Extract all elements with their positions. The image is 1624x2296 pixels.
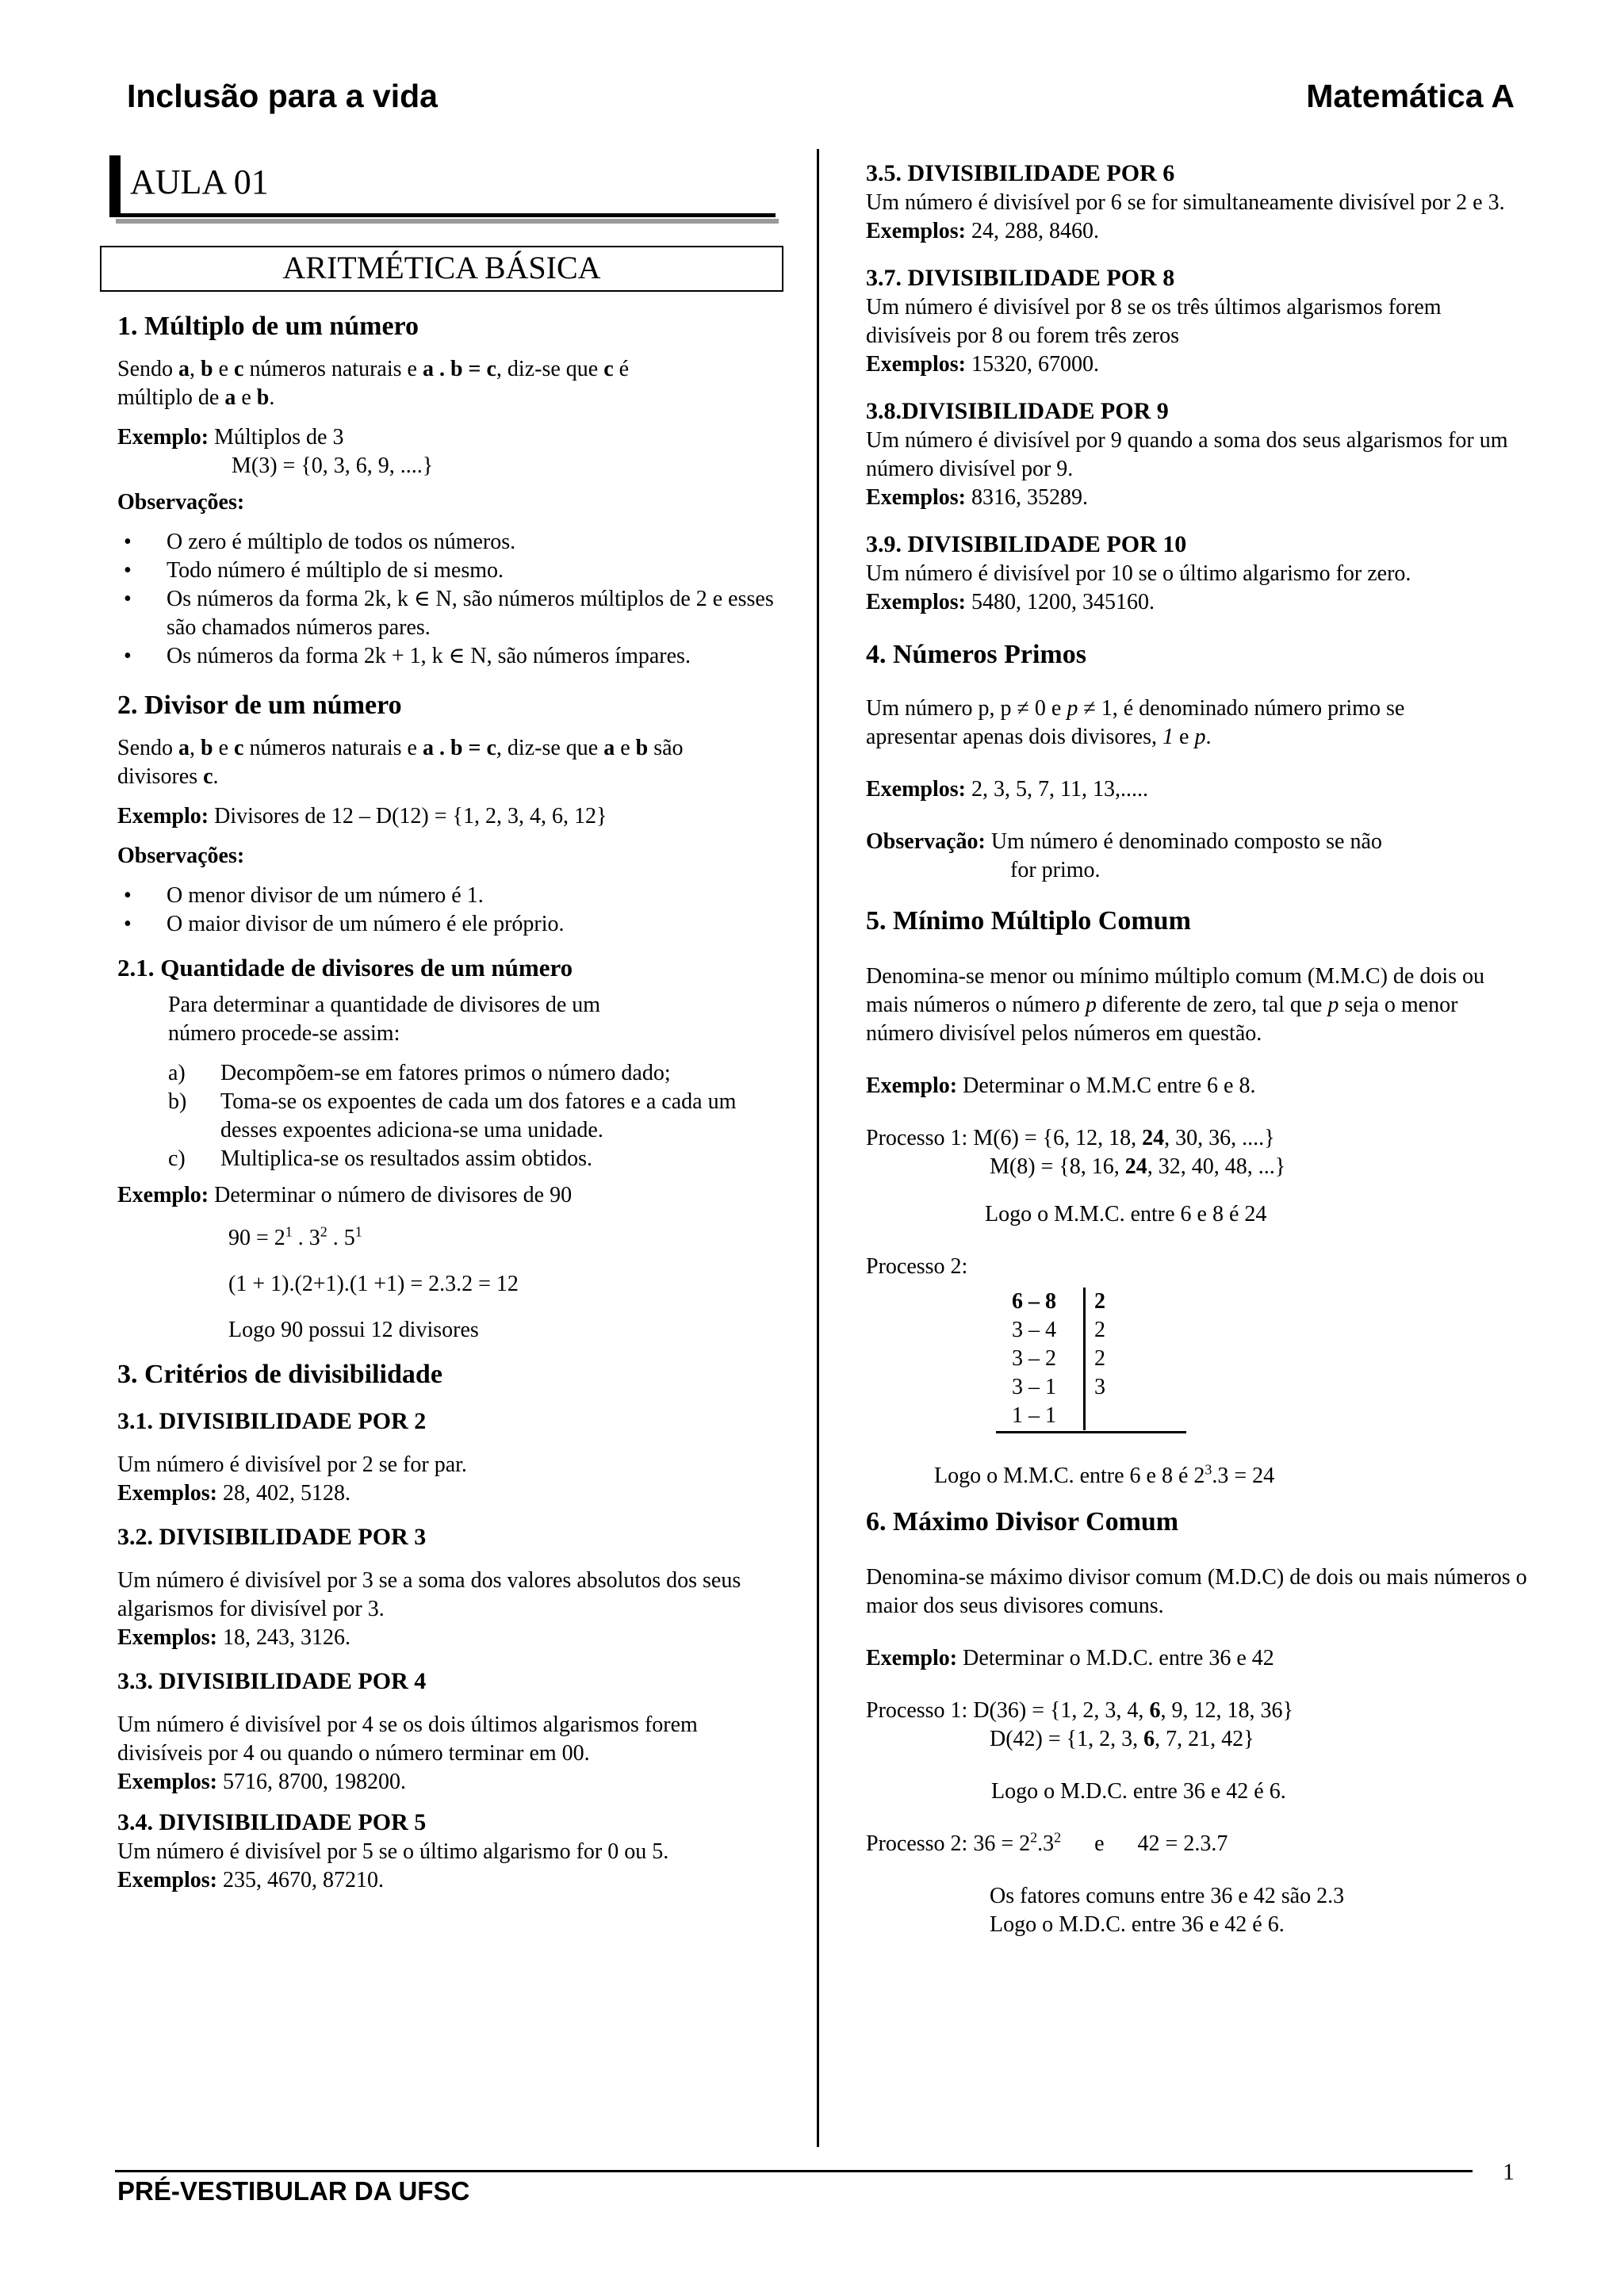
section-1-obs-label: Observações:	[117, 490, 245, 515]
table-cell-left: 3 – 1	[1012, 1375, 1056, 1399]
page-number: 1	[1503, 2159, 1515, 2185]
section-5-example: Exemplo: Determinar o M.M.C entre 6 e 8.	[866, 1073, 1256, 1098]
table-cell-right: 2	[1094, 1289, 1105, 1314]
section-2-example: Exemplo: Divisores de 12 – D(12) = {1, 2, 3, 4, 6, 12}	[117, 804, 607, 828]
div8-text: Um número é divisível por 8 se os três últimos algarismos forem divisíveis por 8 ou forem três zeros Exemplos: 15320, 67000.	[866, 295, 1442, 377]
div3-heading: 3.2. DIVISIBILIDADE POR 3	[117, 1524, 427, 1550]
section-2-obs-label: Observações:	[117, 844, 245, 868]
section-1-bullets	[117, 528, 782, 671]
section-4-heading: 4. Números Primos	[866, 640, 1086, 669]
section-4-observation: Observação: Um número é denominado composto se não for primo.	[866, 829, 1382, 882]
lesson-banner	[109, 155, 776, 217]
section-6-heading: 6. Máximo Divisor Comum	[866, 1507, 1179, 1536]
section-1-definition: Sendo a, b e c números naturais e a . b = c, diz-se que c é múltiplo de a e b.	[117, 357, 630, 410]
list-item: • O maior divisor de um número é ele próprio.	[117, 910, 782, 939]
section-6-example: Exemplo: Determinar o M.D.C. entre 36 e 42	[866, 1646, 1274, 1670]
mdc-process-2: Processo 2: $36 = 2^2.3^2$ e 42 = 2.3.7	[866, 1829, 1228, 1856]
section-2-heading: 2. Divisor de um número	[117, 691, 402, 720]
banner-bar	[109, 155, 121, 217]
section-2-bullets	[117, 882, 782, 939]
header-right: Matemática A	[1306, 78, 1515, 114]
list-item: c) Multiplica-se os resultados assim obtidos.	[168, 1146, 592, 1171]
list-item: • Os números da forma 2k, k ∈ N, são números múltiplos de 2 e esses são chamados números pares.	[117, 585, 782, 642]
table-vertical-rule	[1083, 1288, 1086, 1430]
divisor-count-calc: (1 + 1).(2+1).(1 +1) = 2.3.2 = 12	[228, 1272, 519, 1296]
left-column	[117, 155, 782, 1906]
div2-heading: 3.1. DIVISIBILIDADE POR 2	[117, 1408, 427, 1434]
div6-heading: 3.5. DIVISIBILIDADE POR 6	[866, 160, 1175, 186]
section-6-definition: Denomina-se máximo divisor comum (M.D.C) de dois ou mais números o maior dos seus divisores comuns.	[866, 1565, 1527, 1618]
div10-text: Um número é divisível por 10 se o último algarismo for zero. Exemplos: 5480, 1200, 345160.	[866, 561, 1411, 614]
div3-text: Um número é divisível por 3 se a soma dos valores absolutos dos seus algarismos for divisível por 3. Exemplos: 18, 243, 3126.	[117, 1568, 741, 1650]
div9-text: Um número é divisível por 9 quando a soma dos seus algarismos for um número divisível por 9. Exemplos: 8316, 35289.	[866, 428, 1508, 510]
mmc-process-2-conclusion: Logo o M.M.C. entre 6 e 8 é $2^3.3 = 24$	[934, 1461, 1275, 1488]
right-column	[866, 155, 1530, 1950]
section-1-heading: 1. Múltiplo de um número	[117, 312, 419, 341]
lesson-title: AULA 01	[130, 163, 269, 201]
div6-text: Um número é divisível por 6 se for simultaneamente divisível por 2 e 3. Exemplos: 24, 288, 8460.	[866, 190, 1505, 243]
div2-text: Um número é divisível por 2 se for par. Exemplos: 28, 402, 5128.	[117, 1452, 467, 1506]
mmc-division-table	[996, 1288, 1186, 1454]
list-item: a) Decompõem-se em fatores primos o número dado;	[168, 1061, 671, 1085]
table-cell-left: 6 – 8	[1012, 1289, 1056, 1314]
mdc-process-2-conclusion: Os fatores comuns entre 36 e 42 são 2.3 Logo o M.D.C. entre 36 e 42 é 6.	[990, 1884, 1345, 1937]
section-2-1-intro: Para determinar a quantidade de divisores de um número procede-se assim:	[168, 993, 601, 1046]
table-cell-left: 3 – 2	[1012, 1346, 1056, 1371]
table-cell-right: 2	[1094, 1346, 1105, 1371]
section-4-example: Exemplos: 2, 3, 5, 7, 11, 13,.....	[866, 777, 1148, 802]
list-item: • O menor divisor de um número é 1.	[117, 882, 782, 910]
list-item: • Os números da forma 2k + 1, k ∈ N, são números ímpares.	[117, 642, 782, 671]
div5-heading: 3.4. DIVISIBILIDADE POR 5	[117, 1809, 427, 1835]
table-cell-left: 1 – 1	[1012, 1403, 1056, 1428]
mdc-process-1-conclusion: Logo o M.D.C. entre 36 e 42 é 6.	[991, 1779, 1286, 1804]
div10-heading: 3.9. DIVISIBILIDADE POR 10	[866, 531, 1187, 557]
section-4-definition: Um número p, p ≠ 0 e p ≠ 1, é denominado número primo se apresentar apenas dois divisores, 1 e p.	[866, 696, 1405, 749]
factorization: $90 = 2^1$ . $3^2$ . $5^1$	[228, 1223, 362, 1250]
section-2-1-example: Exemplo: Determinar o número de divisores de 90	[117, 1183, 573, 1207]
table-horizontal-rule	[996, 1431, 1186, 1433]
page-title: ARITMÉTICA BÁSICA	[100, 246, 783, 292]
table-cell-left: 3 – 4	[1012, 1318, 1056, 1342]
section-2-definition: Sendo a, b e c números naturais e a . b = c, diz-se que a e b são divisores c.	[117, 736, 684, 789]
footer-text: PRÉ-VESTIBULAR DA UFSC	[117, 2176, 470, 2206]
div8-heading: 3.7. DIVISIBILIDADE POR 8	[866, 265, 1175, 291]
section-1-example: Exemplo: Múltiplos de 3 M(3) = {0, 3, 6, 9, ....}	[117, 425, 434, 478]
list-item: b) Toma-se os expoentes de cada um dos fatores e a cada um desses expoentes adiciona-se uma unidade.	[168, 1089, 737, 1142]
mmc-process-1: Processo 1: M(6) = {6, 12, 18, 24, 30, 36, ....} M(8) = {8, 16, 24, 32, 40, 48, ...}	[866, 1126, 1286, 1179]
mdc-process-1: Processo 1: D(36) = {1, 2, 3, 4, 6, 9, 12, 18, 36} D(42) = {1, 2, 3, 6, 7, 21, 42}	[866, 1698, 1293, 1751]
section-5-heading: 5. Mínimo Múltiplo Comum	[866, 906, 1191, 936]
section-3-heading: 3. Critérios de divisibilidade	[117, 1360, 442, 1389]
header-left: Inclusão para a vida	[127, 78, 438, 114]
table-cell-right: 3	[1094, 1375, 1105, 1399]
list-item: • O zero é múltiplo de todos os números.	[117, 528, 782, 557]
section-2-1-heading: 2.1. Quantidade de divisores de um número	[117, 954, 573, 982]
div4-text: Um número é divisível por 4 se os dois últimos algarismos forem divisíveis por 4 ou quando o número terminar em 00. Exemplos: 5716, 8700, 198200.	[117, 1712, 698, 1794]
section-2-1-steps	[168, 1059, 782, 1173]
banner-shadow	[116, 219, 779, 224]
mmc-process-2-label: Processo 2:	[866, 1254, 968, 1279]
section-5-definition: Denomina-se menor ou mínimo múltiplo comum (M.M.C) de dois ou mais números o número p diferente de zero, tal que p seja o menor número divisível pelos números em questão.	[866, 964, 1485, 1046]
div9-heading: 3.8.DIVISIBILIDADE POR 9	[866, 398, 1169, 424]
banner-rule	[109, 213, 776, 217]
div5-text: Um número é divisível por 5 se o último algarismo for 0 ou 5. Exemplos: 235, 4670, 87210.	[117, 1839, 669, 1892]
div4-heading: 3.3. DIVISIBILIDADE POR 4	[117, 1668, 427, 1694]
list-item: • Todo número é múltiplo de si mesmo.	[117, 557, 782, 585]
mmc-process-1-conclusion: Logo o M.M.C. entre 6 e 8 é 24	[985, 1202, 1267, 1226]
column-divider	[817, 149, 819, 2147]
table-cell-right: 2	[1094, 1318, 1105, 1342]
footer-rule	[115, 2170, 1473, 2172]
divisor-count-conclusion: Logo 90 possui 12 divisores	[228, 1318, 479, 1342]
